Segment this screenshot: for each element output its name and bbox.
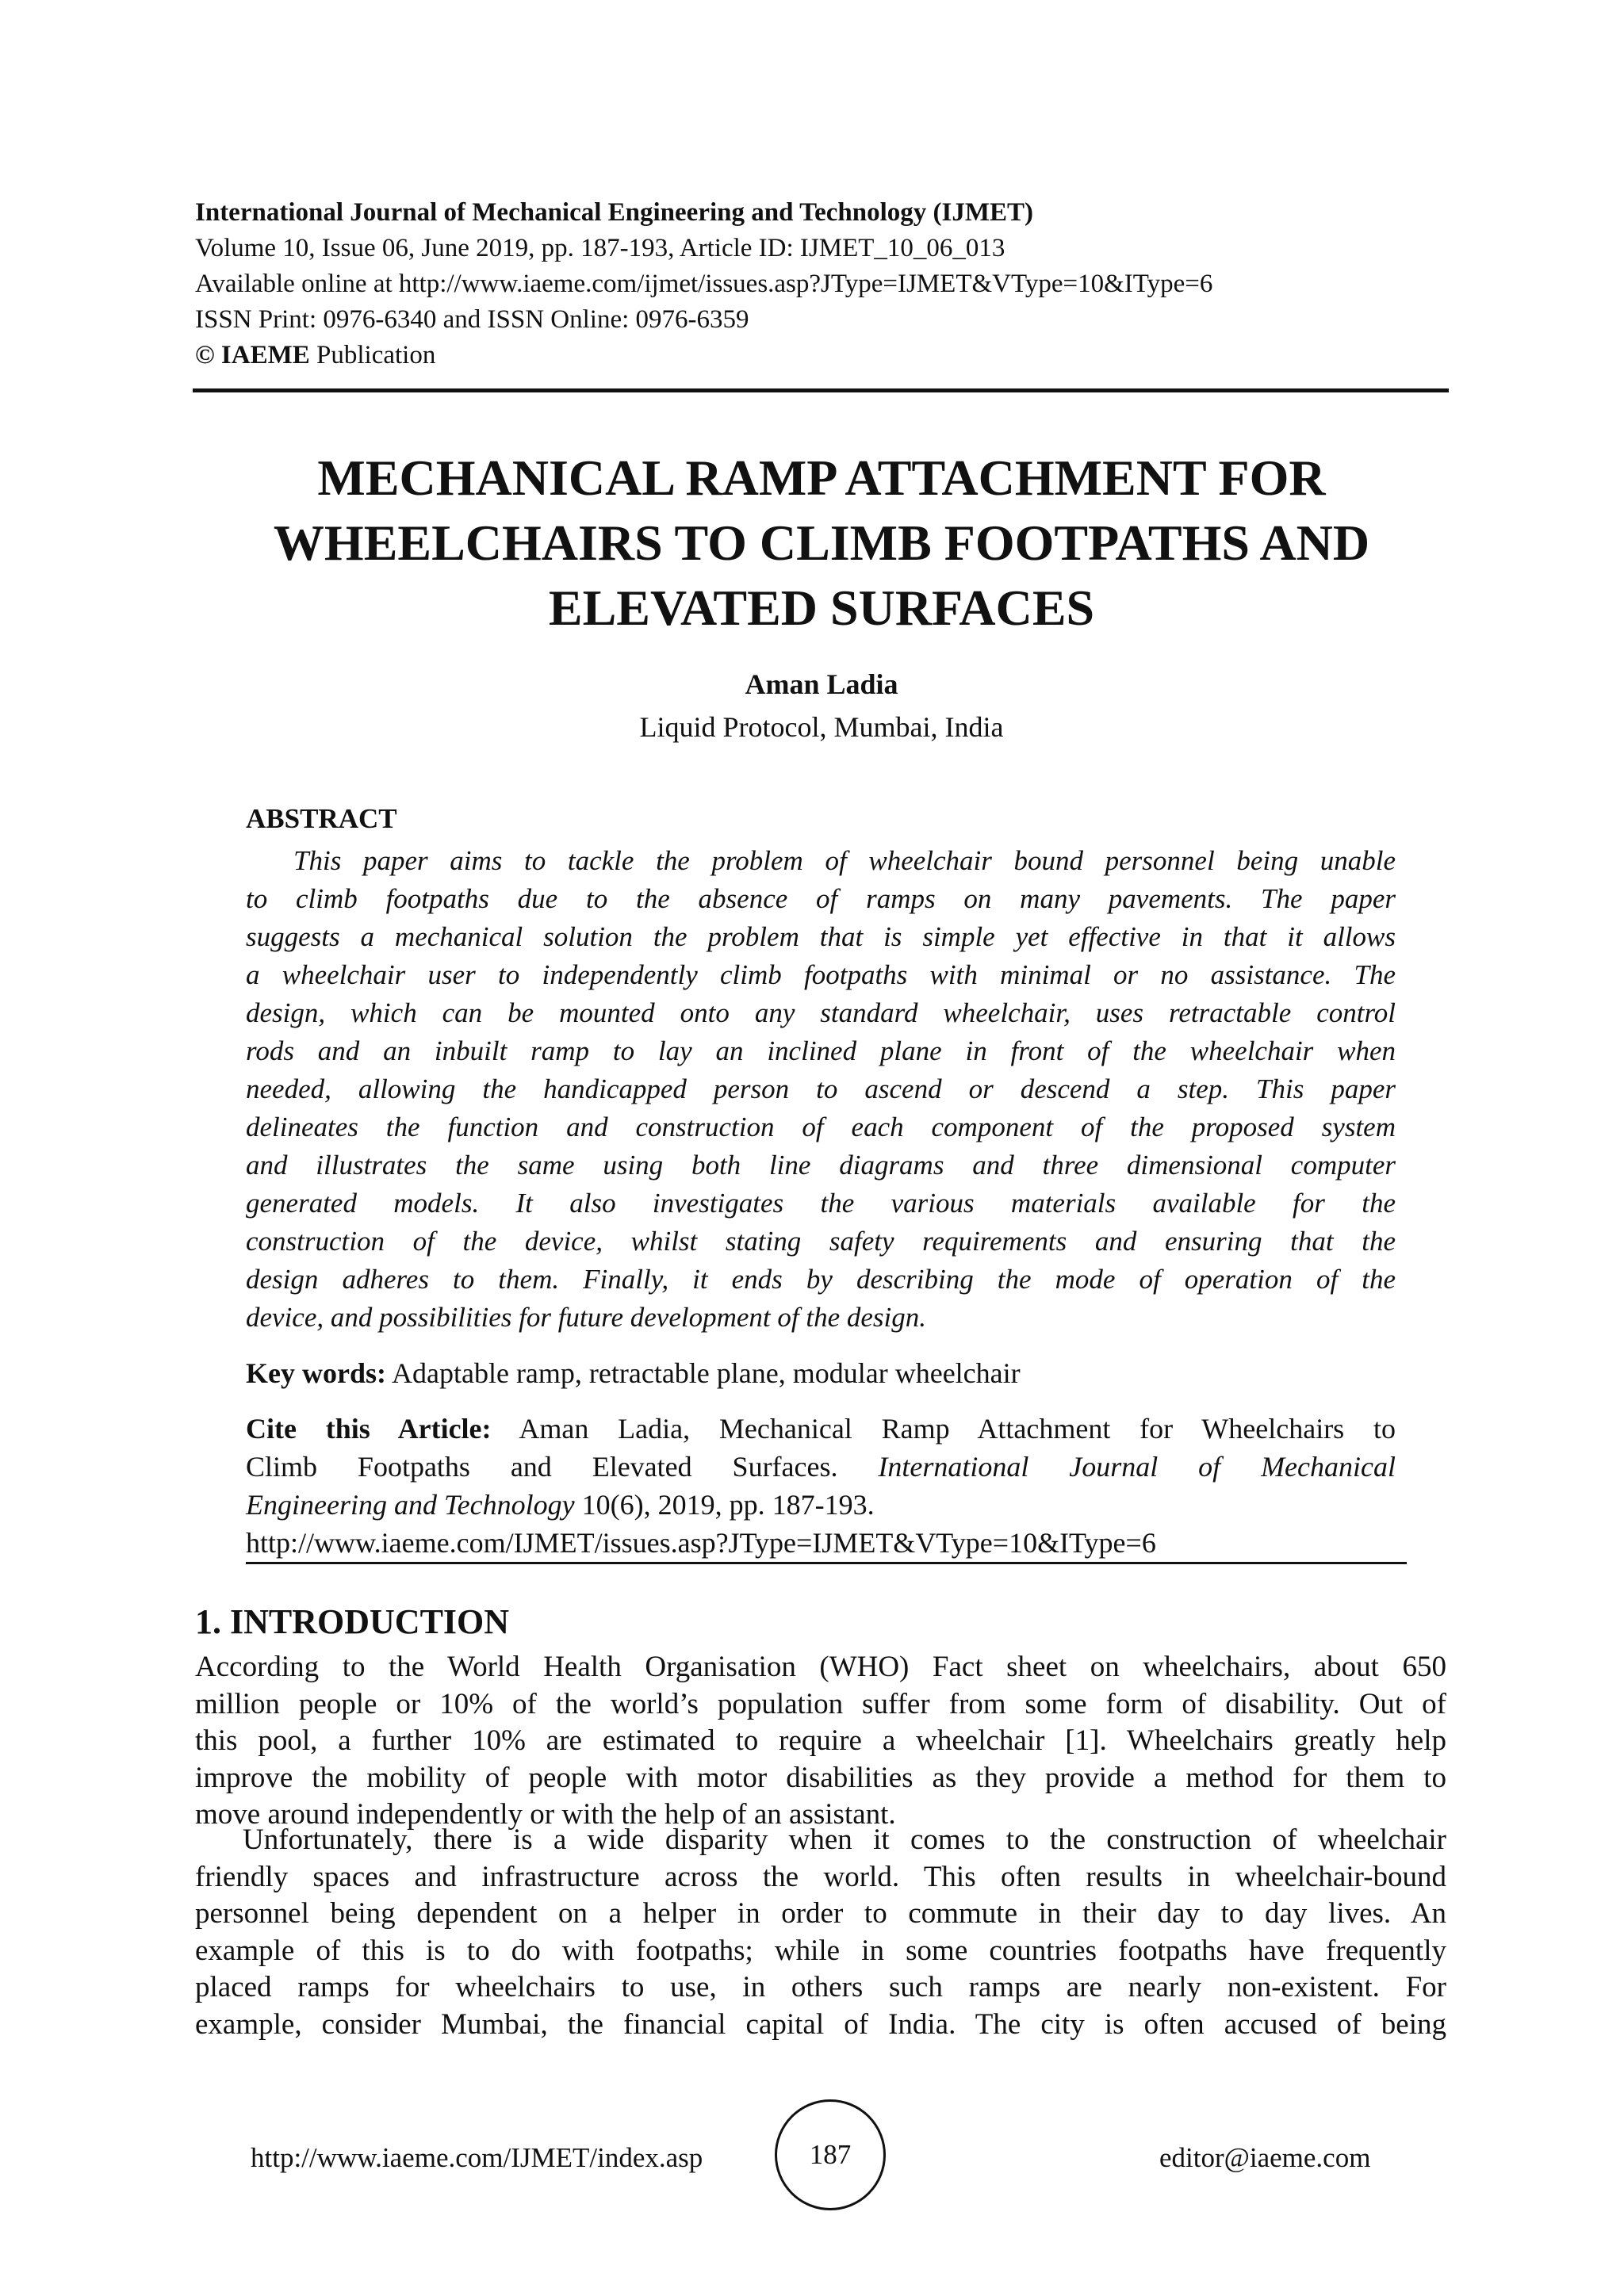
footer-journal-url[interactable]: http://www.iaeme.com/IJMET/index.asp xyxy=(251,2142,703,2173)
page-number xyxy=(775,2099,886,2210)
paper-title xyxy=(159,446,1484,641)
paragraph-line: personnel being dependent on a helper in order to commute in their day to day lives. An xyxy=(195,1897,1446,1930)
abstract-line: design adheres to them. Finally, it ends by describing the mode of operation of the xyxy=(246,1264,1396,1295)
abstract-body xyxy=(246,842,1396,1337)
abstract-line: suggests a mechanical solution the problem that is simple yet effective in that it allows xyxy=(246,921,1396,952)
cite-url[interactable]: http://www.iaeme.com/IJMET/issues.asp?JType=IJMET&VType=10&IType=6 xyxy=(246,1527,1156,1559)
keywords xyxy=(246,1354,1396,1392)
abstract-line: construction of the device, whilst stating safety requirements and ensuring that the xyxy=(246,1226,1396,1257)
footer-email[interactable]: editor@iaeme.com xyxy=(1159,2142,1371,2173)
cite-line-2 xyxy=(246,1448,1396,1486)
cite-line-1 xyxy=(246,1410,1396,1448)
section-heading-introduction: 1. INTRODUCTION xyxy=(195,1602,510,1641)
abstract-line: design, which can be mounted onto any standard wheelchair, uses retractable control xyxy=(246,997,1396,1028)
paragraph-line: million people or 10% of the world’s population suffer from some form of disability. Out of xyxy=(195,1687,1446,1720)
abstract-line: rods and an inbuilt ramp to lay an inclined plane in front of the wheelchair when xyxy=(246,1035,1396,1066)
title-line-1: MECHANICAL RAMP ATTACHMENT FOR xyxy=(317,450,1326,506)
abstract-line: needed, allowing the handicapped person to ascend or descend a step. This paper xyxy=(246,1073,1396,1104)
journal-availability: Available online at http://www.iaeme.com/ijmet/issues.asp?JType=IJMET&VType=10&IType=6 xyxy=(195,270,1213,298)
journal-name: International Journal of Mechanical Engineering and Technology (IJMET) xyxy=(195,198,1033,227)
cite-line-3 xyxy=(246,1486,1396,1524)
keywords-text: Adaptable ramp, retractable plane, modular wheelchair xyxy=(392,1357,1021,1389)
cite-divider xyxy=(246,1562,1407,1564)
abstract-line: generated models. It also investigates the various materials available for the xyxy=(246,1188,1396,1219)
cite-journal-name-part2: Engineering and Technology xyxy=(246,1489,575,1521)
journal-issn: ISSN Print: 0976-6340 and ISSN Online: 0976-6359 xyxy=(195,305,749,334)
introduction-paragraph-2 xyxy=(195,1822,1446,2043)
paragraph-line: improve the mobility of people with motor disabilities as they provide a method for them to xyxy=(195,1761,1446,1794)
introduction-paragraph-1 xyxy=(195,1649,1446,1834)
journal-volume: Volume 10, Issue 06, June 2019, pp. 187-193, Article ID: IJMET_10_06_013 xyxy=(195,234,1005,262)
paragraph-line: placed ramps for wheelchairs to use, in others such ramps are nearly non-existent. For xyxy=(195,1971,1446,2003)
title-line-2: WHEELCHAIRS TO CLIMB FOOTPATHS AND xyxy=(273,515,1370,571)
author-affiliation: Liquid Protocol, Mumbai, India xyxy=(639,711,1004,743)
journal-header xyxy=(195,195,1448,373)
paragraph-line: Unfortunately, there is a wide disparity when it comes to the construction of wheelchair xyxy=(243,1823,1446,1856)
cite-text: Aman Ladia, Mechanical Ramp Attachment for Wheelchairs to xyxy=(519,1413,1396,1445)
abstract-line: and illustrates the same using both line diagrams and three dimensional computer xyxy=(246,1150,1396,1181)
paragraph-line: example, consider Mumbai, the financial capital of India. The city is often accused of being xyxy=(195,2007,1446,2041)
paragraph-line: move around independently or with the help of an assistant. xyxy=(195,1798,896,1831)
abstract-line: a wheelchair user to independently climb footpaths with minimal or no assistance. The xyxy=(246,959,1396,990)
page-number-text: 187 xyxy=(809,2139,852,2170)
cite-paper-title: Climb Footpaths and Elevated Surfaces. xyxy=(246,1451,838,1483)
paragraph-line: example of this is to do with footpaths; while in some countries footpaths have frequently xyxy=(195,1934,1446,1967)
publisher-suffix: Publication xyxy=(316,341,436,369)
abstract-line: to climb footpaths due to the absence of ramps on many pavements. The paper xyxy=(246,883,1396,914)
keywords-label: Key words: xyxy=(246,1357,386,1389)
abstract-line: delineates the function and construction of each component of the proposed system xyxy=(246,1112,1396,1142)
cite-journal-name-part1: International Journal of Mechanical xyxy=(878,1451,1396,1483)
author-name: Aman Ladia xyxy=(745,668,898,700)
cite-volume: 10(6), 2019, pp. 187-193. xyxy=(581,1489,875,1521)
abstract-line: device, and possibilities for future development of the design. xyxy=(246,1302,926,1333)
journal-publisher xyxy=(195,338,1448,373)
paragraph-line: this pool, a further 10% are estimated to require a wheelchair [1]. Wheelchairs greatly help xyxy=(195,1724,1446,1757)
abstract-line: This paper aims to tackle the problem of wheelchair bound personnel being unable xyxy=(293,845,1396,876)
header-divider xyxy=(193,388,1449,392)
publisher-name: IAEME xyxy=(220,341,310,369)
cite-label: Cite this Article: xyxy=(246,1413,492,1445)
abstract-heading: ABSTRACT xyxy=(246,803,397,834)
paragraph-line: friendly spaces and infrastructure across the world. This often results in wheelchair-bound xyxy=(195,1860,1446,1893)
cite-this-article xyxy=(246,1410,1396,1562)
paragraph-line: According to the World Health Organisation (WHO) Fact sheet on wheelchairs, about 650 xyxy=(195,1651,1446,1683)
copyright-symbol: © xyxy=(195,341,215,369)
title-line-3: ELEVATED SURFACES xyxy=(548,580,1095,636)
